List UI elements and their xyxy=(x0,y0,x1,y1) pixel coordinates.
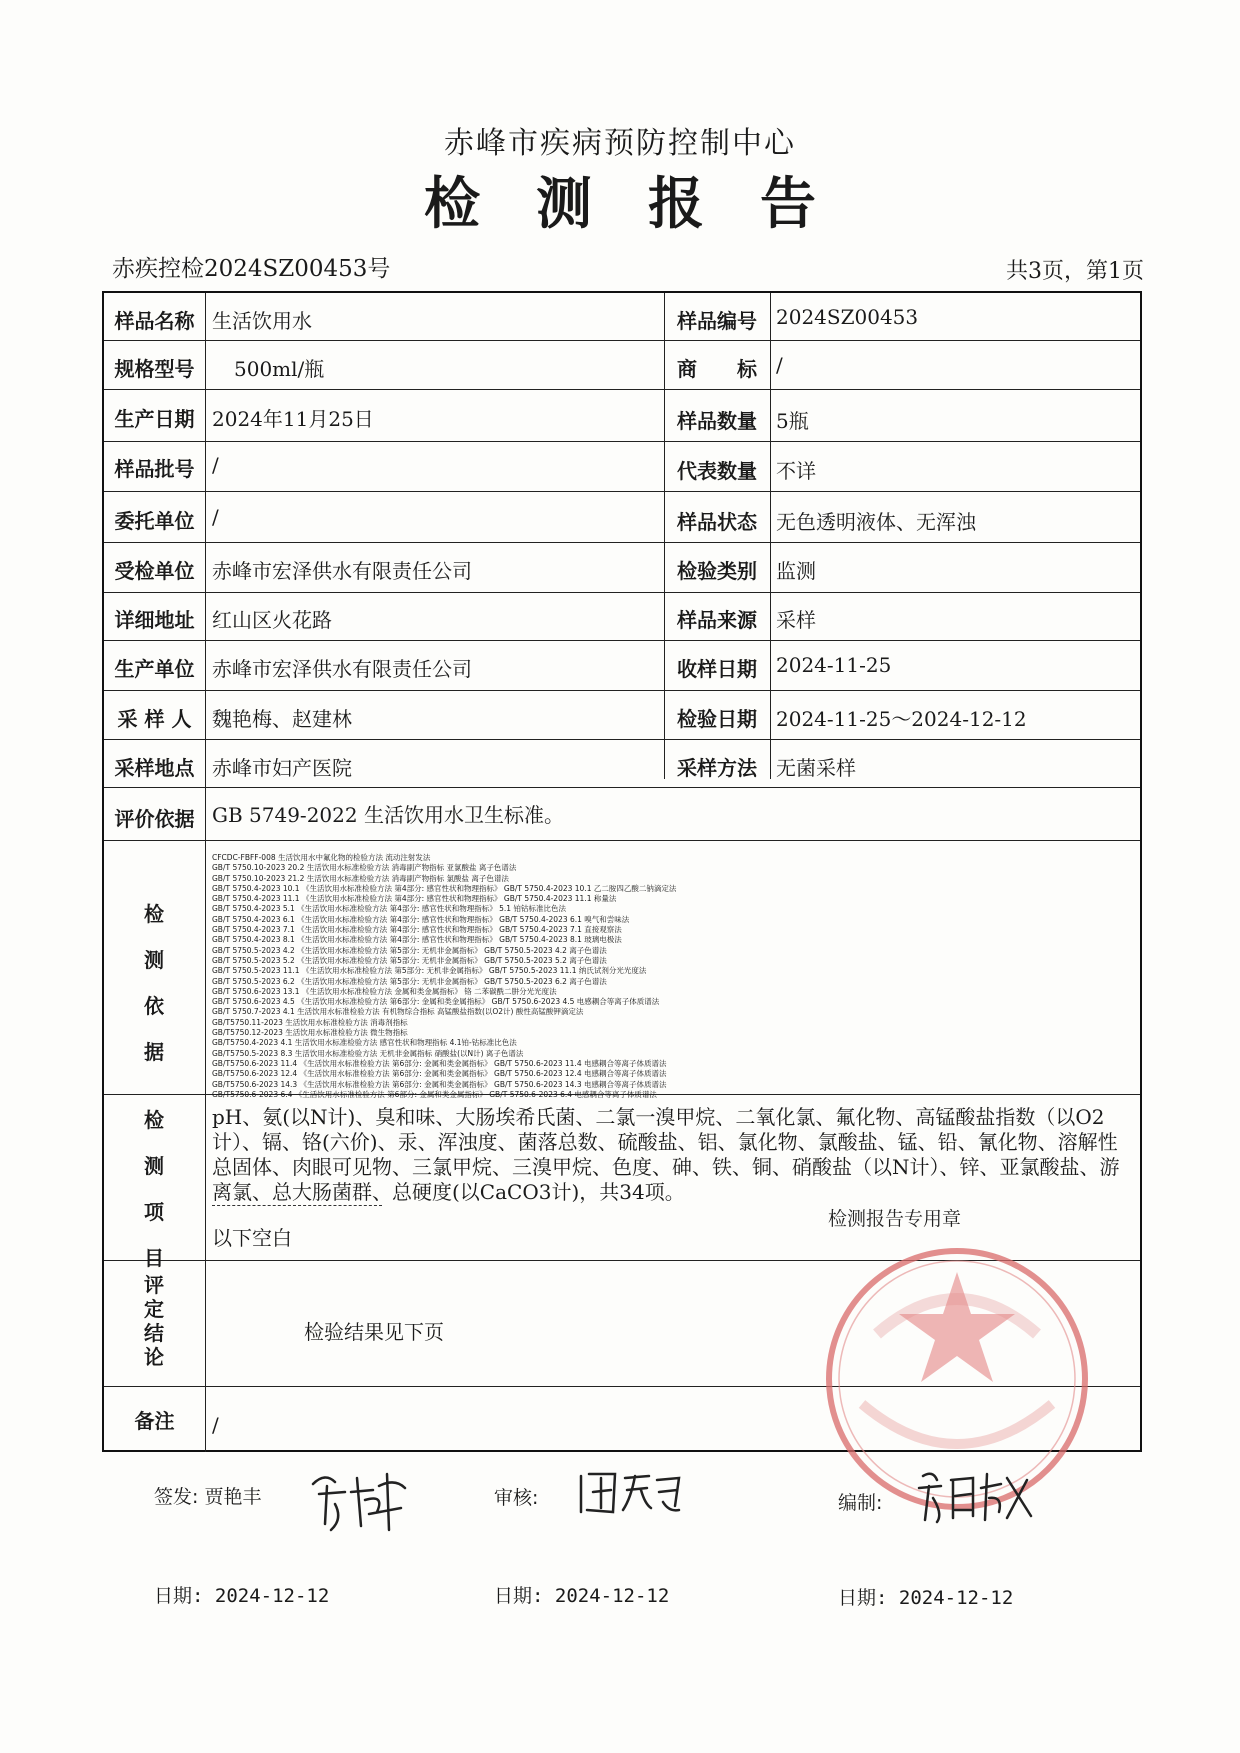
method-line: GB/T5750.6-2023 11.4 《生活饮用水标准检验方法 第6部分: 金属和类金属指标》 GB/T 5750.6-2023 11.4 电感耦合等离子体质谱法 xyxy=(212,1058,667,1068)
method-line: GB/T 5750.4-2023 11.1 《生活饮用水标准检验方法 第4部分: 感官性状和物理指标》 GB/T 5750.4-2023 11.1 称量法 xyxy=(212,894,617,904)
producer-label: 生产单位 xyxy=(114,657,195,681)
method-line: GB/T 5750.7-2023 4.1 生活饮用水标准检验方法 有机物综合指标 高锰酸盐指数(以O2计) 酸性高锰酸钾滴定法 xyxy=(212,1007,584,1017)
inspection-type-value: 监测 xyxy=(776,559,816,583)
client-value: / xyxy=(212,505,219,529)
method-line: GB/T5750.6-2023 14.3 《生活饮用水标准检验方法 第6部分: 金属和类金属指标》 GB/T 5750.6-2023 14.3 电感耦合等离子体质谱法 xyxy=(212,1079,667,1089)
trademark-label: 商 标 xyxy=(677,357,757,381)
issuer-label: 签发: 贾艳丰 xyxy=(154,1486,262,1508)
test-items-label: 检 测 项 目 xyxy=(144,1108,164,1270)
method-line: GB/T5750.4-2023 4.1 生活饮用水标准检验方法 感官性状和物理指标 4.1铂-钴标准比色法 xyxy=(212,1038,517,1048)
method-line: GB/T 5750.4-2023 5.1 《生活饮用水标准检验方法 第4部分: 感官性状和物理指标》 5.1 铂钴标准比色法 xyxy=(212,904,566,914)
method-line: GB/T 5750.4-2023 6.1 《生活饮用水标准检验方法 第4部分: 感官性状和物理指标》 GB/T 5750.4-2023 6.1 嗅气和尝味法 xyxy=(212,914,630,924)
sampler-value: 魏艳梅、赵建林 xyxy=(212,707,352,731)
method-line: GB/T 5750.6-2023 13.1 《生活饮用水标准检验方法 金属和类金属指标》 铬 二苯碳酰二肼分光光度法 xyxy=(212,986,557,996)
producer-value: 赤峰市宏泽供水有限责任公司 xyxy=(212,657,472,681)
method-basis-label: 检 测 依 据 xyxy=(144,902,164,1064)
method-basis-list xyxy=(212,853,1142,1100)
sampling-method-label: 采样方法 xyxy=(677,756,757,780)
sample-state-value: 无色透明液体、无浑浊 xyxy=(776,510,976,534)
trademark-value: / xyxy=(776,353,783,377)
client-label: 委托单位 xyxy=(114,509,195,533)
method-line: GB/T 5750.5-2023 5.2 《生活饮用水标准检验方法 第5部分: 无机非金属指标》 GB/T 5750.5-2023 5.2 离子色谱法 xyxy=(212,955,607,965)
spec-value: 500ml/瓶 xyxy=(234,357,325,381)
method-line: GB/T5750.11-2023 生活饮用水标准检验方法 消毒剂指标 xyxy=(212,1017,408,1027)
method-line: GB/T5750.12-2023 生活饮用水标准检验方法 微生物指标 xyxy=(212,1028,408,1038)
reviewer-signature xyxy=(575,1468,685,1518)
remarks-value: / xyxy=(212,1413,219,1437)
sample-quantity-label: 样品数量 xyxy=(677,409,757,433)
sampler-label: 采 样 人 xyxy=(117,707,192,731)
sampling-method-value: 无菌采样 xyxy=(776,756,856,780)
address-label: 详细地址 xyxy=(114,608,195,632)
sampling-site-value: 赤峰市妇产医院 xyxy=(212,756,352,780)
report-number: 赤疾控检2024SZ00453号 xyxy=(112,256,391,282)
receive-date-value: 2024-11-25 xyxy=(776,653,892,677)
method-line: GB/T 5750.6-2023 4.5 《生活饮用水标准检验方法 第6部分: 金属和类金属指标》 GB/T 5750.6-2023 4.5 电感耦合等离子体质谱法 xyxy=(212,997,660,1007)
method-line: GB/T 5750.4-2023 8.1 《生活饮用水标准检验方法 第4部分: 感官性状和物理指标》 GB/T 5750.4-2023 8.1 玻璃电极法 xyxy=(212,935,622,945)
sample-name-value: 生活饮用水 xyxy=(212,309,312,333)
inspected-unit-value: 赤峰市宏泽供水有限责任公司 xyxy=(212,559,472,583)
batch-no-value: / xyxy=(212,453,219,477)
evaluation-basis-value: GB 5749-2022 生活饮用水卫生标准。 xyxy=(212,803,564,827)
sample-info-table xyxy=(102,291,1142,1452)
compiler-label: 编制: xyxy=(838,1492,883,1514)
compile-date: 日期: 2024-12-12 xyxy=(838,1587,1014,1609)
dashed-divider xyxy=(212,1205,382,1206)
method-line: GB/T 5750.5-2023 11.1 《生活饮用水标准检验方法 第5部分: 无机非金属指标》 GB/T 5750.5-2023 11.1 纳氏试剂分光光度法 xyxy=(212,966,647,976)
inspected-unit-label: 受检单位 xyxy=(114,559,195,583)
inspection-date-label: 检验日期 xyxy=(677,707,757,731)
method-line: GB/T 5750.5-2023 4.2 《生活饮用水标准检验方法 第5部分: 无机非金属指标》 GB/T 5750.5-2023 4.2 离子色谱法 xyxy=(212,945,607,955)
production-date-label: 生产日期 xyxy=(114,407,195,431)
method-line: GB/T 5750.10-2023 20.2 生活饮用水标准检验方法 消毒副产物指标 亚氯酸盐 离子色谱法 xyxy=(212,863,517,873)
sample-id-value: 2024SZ00453 xyxy=(776,305,919,329)
method-line: GB/T5750.5-2023 8.3 生活饮用水标准检验方法 无机非金属指标 硝酸盐(以N计) 离子色谱法 xyxy=(212,1048,524,1058)
sample-state-label: 样品状态 xyxy=(677,510,757,534)
spec-label: 规格型号 xyxy=(114,357,195,381)
method-line: CFCDC-FBFF-008 生活饮用水中氟化物的检验方法 流动注射发法 xyxy=(212,853,431,862)
issue-date: 日期: 2024-12-12 xyxy=(154,1585,330,1607)
method-line: GB/T 5750.5-2023 6.2 《生活饮用水标准检验方法 第5部分: 无机非金属指标》 GB/T 5750.5-2023 6.2 离子色谱法 xyxy=(212,976,607,986)
batch-no-label: 样品批号 xyxy=(114,457,195,481)
seal-caption: 检测报告专用章 xyxy=(828,1208,962,1230)
method-line: GB/T 5750.10-2023 21.2 生活饮用水标准检验方法 消毒副产物指标 氯酸盐 离子色谱法 xyxy=(212,873,509,883)
represent-quantity-value: 不详 xyxy=(776,459,816,483)
sample-name-label: 样品名称 xyxy=(114,309,195,333)
report-title: 检测报告 xyxy=(424,171,872,237)
sample-source-value: 采样 xyxy=(776,608,816,632)
reviewer-label: 审核: xyxy=(494,1487,539,1509)
issuer-signature xyxy=(305,1464,415,1534)
method-line: GB/T5750.6-2023 6.4 《生活饮用水标准检验方法 第6部分: 金属和类金属指标》 GB/T 5750.6-2023 6.4 电感耦合等离子体质谱法 xyxy=(212,1089,657,1099)
page-indicator: 共3页，第1页 xyxy=(1006,259,1144,284)
review-date: 日期: 2024-12-12 xyxy=(494,1585,670,1607)
represent-quantity-label: 代表数量 xyxy=(677,459,757,483)
blank-below-text: 以下空白 xyxy=(212,1226,292,1250)
inspection-type-label: 检验类别 xyxy=(677,559,757,583)
method-line: GB/T5750.6-2023 12.4 《生活饮用水标准检验方法 第6部分: 金属和类金属指标》 GB/T 5750.6-2023 12.4 电感耦合等离子体质谱法 xyxy=(212,1069,667,1079)
compiler-signature xyxy=(915,1466,1035,1526)
conclusion-text: 检验结果见下页 xyxy=(304,1320,444,1344)
method-line: GB/T 5750.4-2023 10.1 《生活饮用水标准检验方法 第4部分: 感官性状和物理指标》 GB/T 5750.4-2023 10.1 乙二胺四乙酸二钠滴定法 xyxy=(212,883,677,893)
method-line: GB/T 5750.4-2023 7.1 《生活饮用水标准检验方法 第4部分: 感官性状和物理指标》 GB/T 5750.4-2023 7.1 直接观察法 xyxy=(212,925,622,935)
sample-id-label: 样品编号 xyxy=(677,309,757,333)
receive-date-label: 收样日期 xyxy=(677,657,757,681)
test-items-text: pH、氨(以N计)、臭和味、大肠埃希氏菌、二氯一溴甲烷、二氧化氯、氟化物、高锰酸盐指数（以O2计）、镉、铬(六价)、汞、浑浊度、菌落总数、硫酸盐、铝、氯化物、氯酸盐、锰、铅、氰化物、溶解性总固体、肉眼可见物、三氯甲烷、三溴甲烷、色度、砷、铁、铜、硝酸盐（以N计）、锌、亚氯酸盐、游离氯、总大肠菌群、总硬度(以CaCO3计)，共34项。 xyxy=(212,1105,1120,1204)
evaluation-basis-label: 评价依据 xyxy=(114,807,195,831)
remarks-label: 备注 xyxy=(134,1409,175,1433)
organization-name: 赤峰市疾病预防控制中心 xyxy=(444,126,796,161)
conclusion-label: 评 定 结 论 xyxy=(144,1273,164,1369)
production-date-value: 2024年11月25日 xyxy=(212,407,374,431)
inspection-date-value: 2024-11-25～2024-12-12 xyxy=(776,707,1027,731)
address-value: 红山区火花路 xyxy=(212,608,332,632)
sample-quantity-value: 5瓶 xyxy=(776,409,809,433)
sample-source-label: 样品来源 xyxy=(677,608,757,632)
sampling-site-label: 采样地点 xyxy=(114,756,195,780)
